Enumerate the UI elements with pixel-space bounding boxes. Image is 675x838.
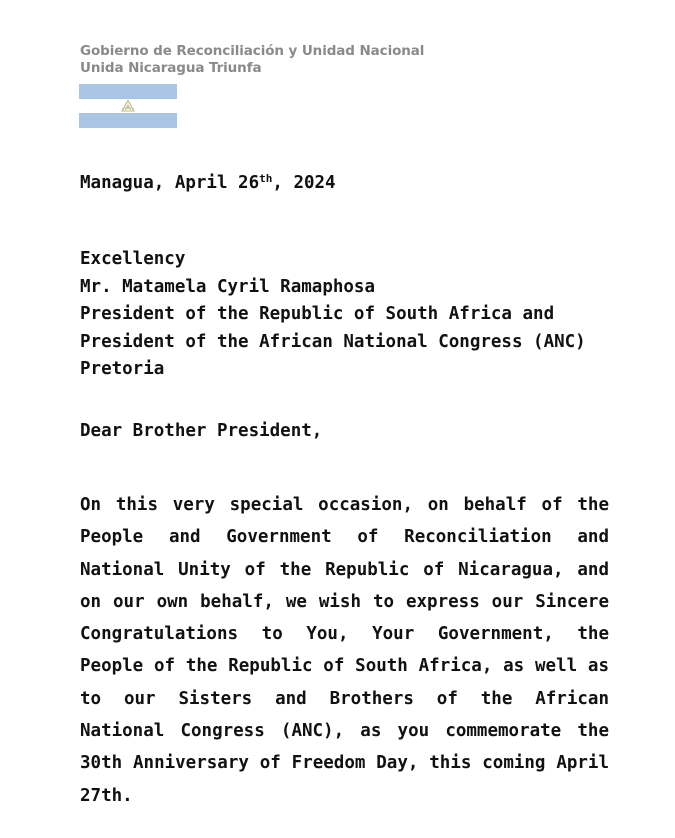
salutation: Dear Brother President, <box>80 421 323 441</box>
address-line-title-2: President of the African National Congress (ANC) <box>80 331 586 352</box>
recipient-address <box>80 246 586 384</box>
flag-emblem-icon <box>120 98 136 114</box>
date-prefix: Managua, April 26 <box>80 173 260 193</box>
address-line-title-1: President of the Republic of South Africa and <box>80 304 555 324</box>
flag-top-band <box>79 84 177 99</box>
letterhead <box>80 43 424 77</box>
address-line-city: Pretoria <box>80 359 165 379</box>
letterhead-slogan: Unida Nicaragua Triunfa <box>80 60 262 76</box>
date-ordinal-suffix: th <box>259 172 273 185</box>
letterhead-government-name: Gobierno de Reconciliación y Unidad Nacional <box>80 43 425 59</box>
flag-bottom-band <box>79 113 177 128</box>
address-line-honorific: Excellency <box>80 249 186 269</box>
date-year: , 2024 <box>272 173 336 193</box>
nicaragua-flag-icon <box>79 84 177 128</box>
address-line-name: Mr. Matamela Cyril Ramaphosa <box>80 276 376 297</box>
letter-body-paragraph: On this very special occasion, on behalf of the People and Government of Reconciliation and National Unity of the Republic of Nicaragua, and on our own behalf, we wish to express our Sincere Congratulations to You, Your Government, the People of the Republic of South Africa, as well as to our Sisters and Brothers of the African National Congress (ANC), as you commemorate the 30th Anniversary of Freedom Day, this coming April 27th. <box>80 495 609 806</box>
letter-date <box>80 173 336 193</box>
